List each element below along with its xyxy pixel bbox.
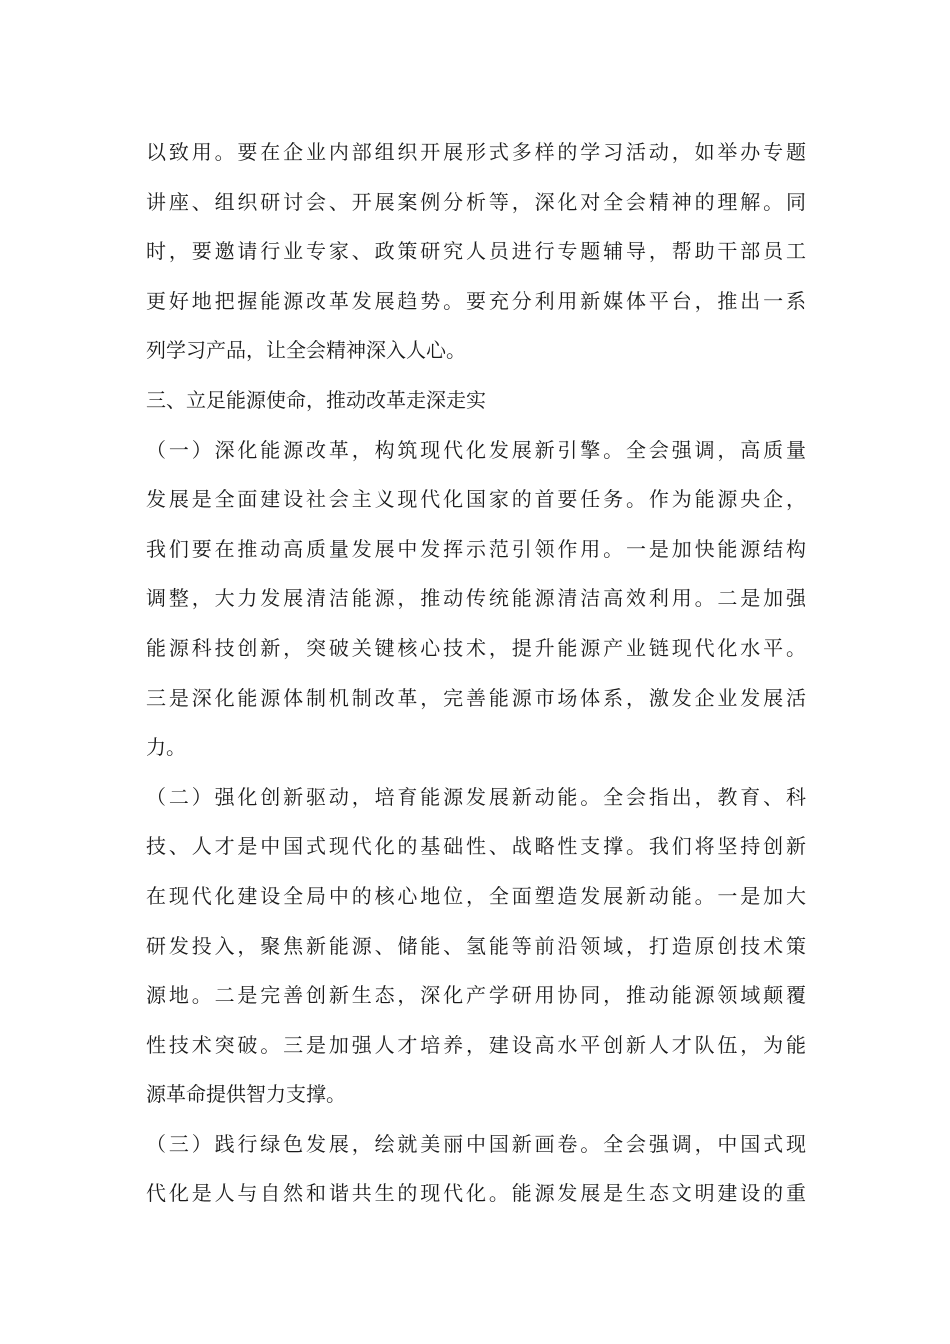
text-line: 源地。二是完善创新生态，深化产学研用协同，推动能源领域颠覆 — [146, 983, 806, 1008]
text-line: 技、人才是中国式现代化的基础性、战略性支撑。我们将坚持创新 — [146, 834, 806, 859]
text-line: 我们要在推动高质量发展中发挥示范引领作用。一是加快能源结构 — [146, 536, 806, 561]
text-line: 代化是人与自然和谐共生的现代化。能源发展是生态文明建设的重 — [146, 1181, 806, 1206]
text-line: 讲座、组织研讨会、开展案例分析等，深化对全会精神的理解。同 — [146, 189, 806, 214]
text-line: 列学习产品，让全会精神深入人心。 — [146, 338, 466, 363]
text-line: 以致用。要在企业内部组织开展形式多样的学习活动，如举办专题 — [146, 140, 806, 164]
text-line: 调整，大力发展清洁能源，推动传统能源清洁高效利用。二是加强 — [146, 586, 806, 611]
text-line: 力。 — [146, 735, 186, 760]
section-heading: 三、立足能源使命，推动改革走深走实 — [146, 387, 486, 412]
subsection-paragraph-start: （二）强化创新驱动，培育能源发展新动能。全会指出，教育、科 — [146, 784, 806, 809]
text-line: 发展是全面建设社会主义现代化国家的首要任务。作为能源央企， — [146, 487, 806, 512]
text-line: 更好地把握能源改革发展趋势。要充分利用新媒体平台，推出一系 — [146, 288, 806, 313]
document-body — [146, 128, 806, 1219]
text-line: 在现代化建设全局中的核心地位，全面塑造发展新动能。一是加大 — [146, 883, 806, 908]
text-line: 时，要邀请行业专家、政策研究人员进行专题辅导，帮助干部员工 — [146, 239, 806, 264]
text-line: 源革命提供智力支撑。 — [146, 1082, 346, 1107]
text-line: 能源科技创新，突破关键核心技术，提升能源产业链现代化水平。 — [146, 635, 806, 660]
subsection-paragraph-start: （一）深化能源改革，构筑现代化发展新引擎。全会强调，高质量 — [146, 437, 806, 462]
subsection-paragraph-start: （三）践行绿色发展，绘就美丽中国新画卷。全会强调，中国式现 — [146, 1131, 806, 1156]
text-line: 研发投入，聚焦新能源、储能、氢能等前沿领域，打造原创技术策 — [146, 933, 806, 958]
text-line: 三是深化能源体制机制改革，完善能源市场体系，激发企业发展活 — [146, 685, 806, 710]
text-line: 性技术突破。三是加强人才培养，建设高水平创新人才队伍，为能 — [146, 1032, 806, 1057]
